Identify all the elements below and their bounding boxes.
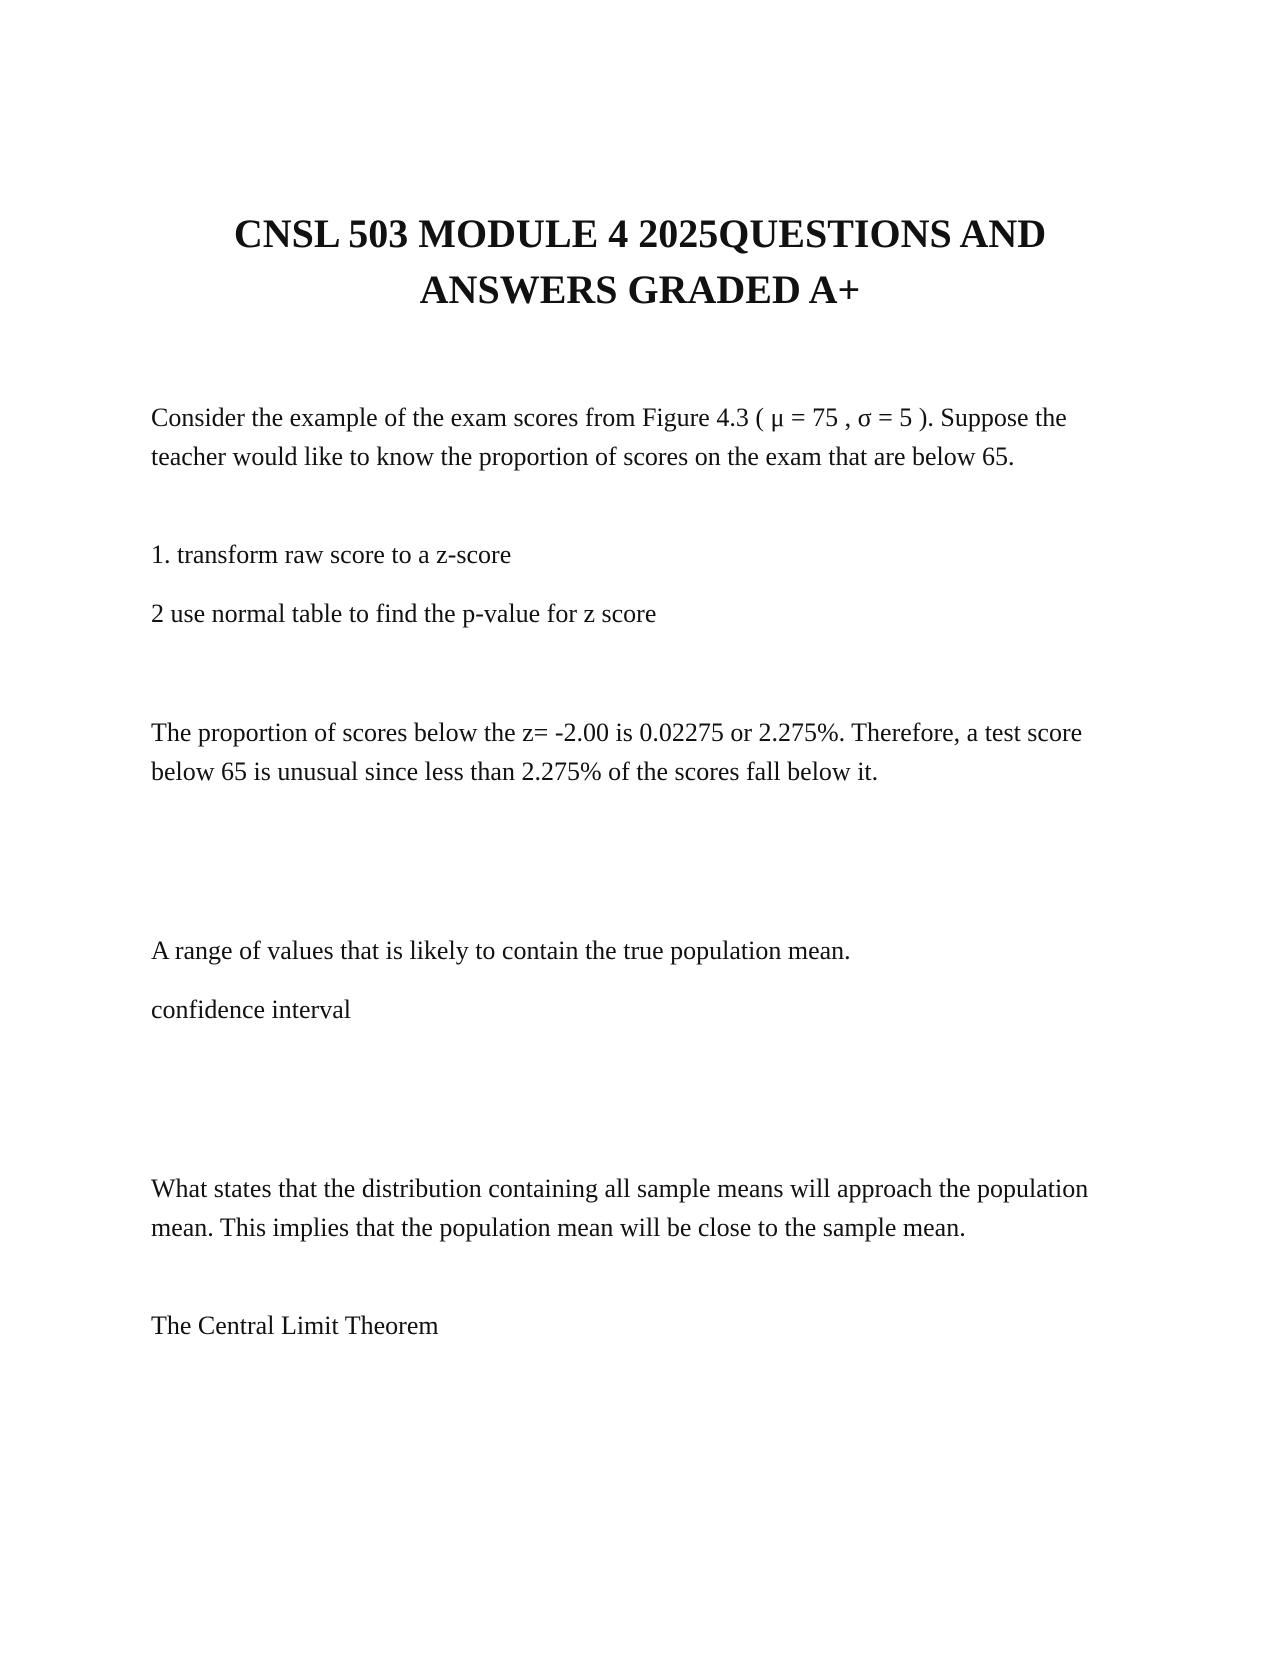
- question-1-answer: The proportion of scores below the z= -2.00 is 0.02275 or 2.275%. Therefore, a test score below 65 is unusual since less than 2.275% of the scores fall below it.: [151, 718, 1083, 786]
- question-2-text: A range of values that is likely to contain the true population mean.: [151, 936, 851, 965]
- document-title: [0, 206, 1280, 318]
- question-3-text: What states that the distribution containing all sample means will approach the population mean. This implies that the population mean will be close to the sample mean.: [151, 1174, 1089, 1242]
- question-1-step-2: 2 use normal table to find the p-value for z score: [151, 599, 657, 628]
- title-line-2: ANSWERS GRADED A+: [419, 267, 861, 312]
- question-1-step-1: 1. transform raw score to a z-score: [151, 540, 512, 569]
- question-3-answer: The Central Limit Theorem: [151, 1311, 439, 1340]
- question-1-text: Consider the example of the exam scores from Figure 4.3 ( μ = 75 , σ = 5 ). Suppose the teacher would like to know the proportion of scores on the exam that are below 65.: [151, 403, 1067, 471]
- title-line-1: CNSL 503 MODULE 4 2025QUESTIONS AND: [233, 211, 1047, 256]
- question-2-answer: confidence interval: [151, 995, 351, 1024]
